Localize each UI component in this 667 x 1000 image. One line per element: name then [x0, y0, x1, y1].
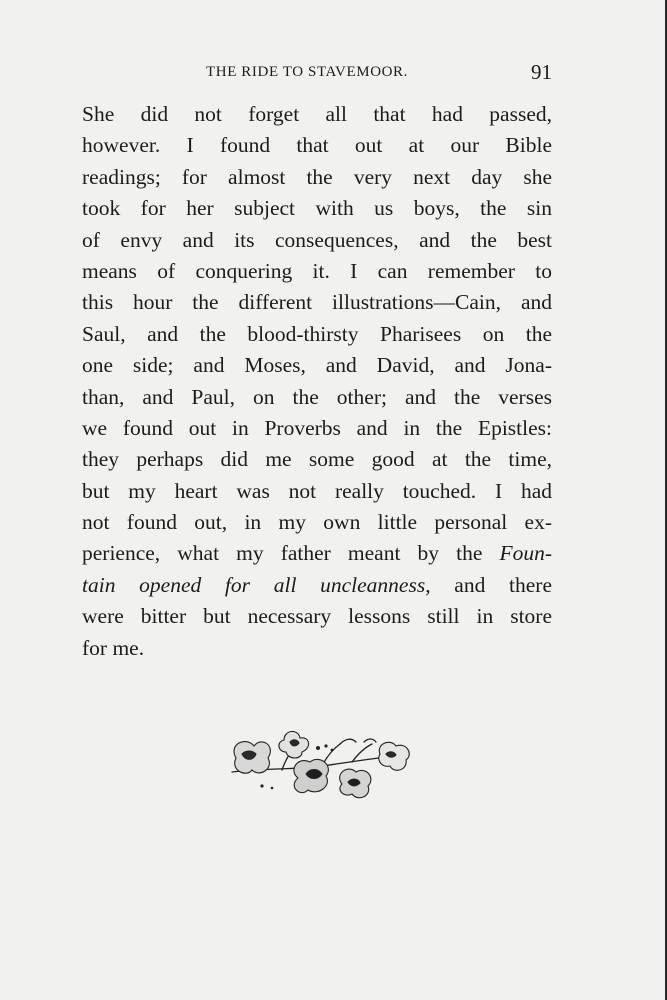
text-line: for me. [82, 635, 145, 660]
text-line: one side; and Moses, and David, and Jona- [82, 353, 552, 378]
text-line: not found out, in my own little personal ex- [82, 510, 552, 535]
text-line: however. I found that out at our Bible [82, 133, 552, 158]
text-segment: perience, what my father meant by the [82, 541, 500, 566]
running-head [82, 60, 552, 86]
text-line: took for her subject with us boys, the sin [82, 196, 552, 221]
floral-sprig-icon [222, 728, 418, 804]
text-line: She did not forget all that had passed, [82, 102, 552, 126]
text-line: but my heart was not really touched. I had [82, 478, 552, 503]
text-line: they perhaps did me some good at the time, [82, 447, 552, 472]
text-line: Saul, and the blood-thirsty Pharisees on the [82, 321, 552, 346]
text-line: readings; for almost the very next day she [82, 164, 552, 189]
text-line: than, and Paul, on the other; and the verses [82, 384, 552, 409]
text-line: of envy and its consequences, and the best [82, 227, 552, 252]
running-title: THE RIDE TO STAVEMOOR. [206, 64, 409, 80]
italic-phrase: Foun- [499, 541, 552, 566]
italic-phrase: tain opened for all uncleanness [82, 572, 426, 597]
text-segment: , and there [425, 572, 553, 597]
text-line: we found out in Proverbs and in the Epistles: [82, 415, 552, 440]
text-line-mixed [82, 570, 552, 601]
page-number: 91 [531, 60, 552, 84]
text-line-mixed [82, 538, 552, 569]
text-line: means of conquering it. I can remember to [82, 258, 552, 283]
body-paragraph [82, 99, 552, 664]
text-line: this hour the different illustrations—Cain, and [82, 290, 552, 315]
text-line: were bitter but necessary lessons still in store [82, 604, 552, 629]
